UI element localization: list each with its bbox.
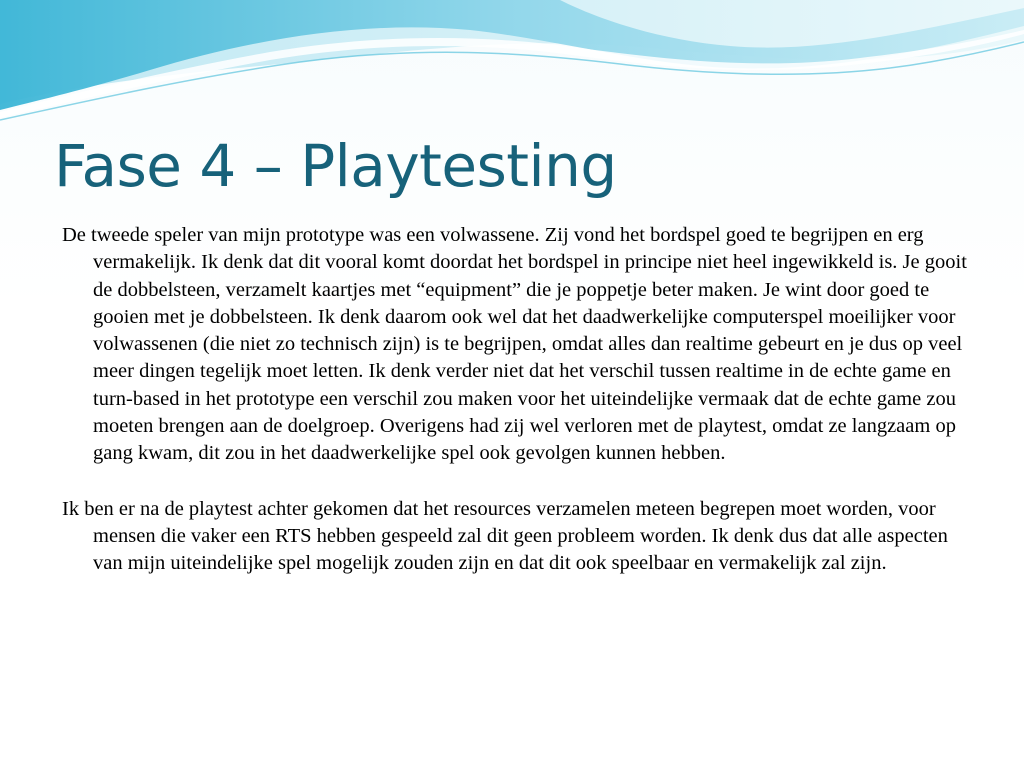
paragraph-1: De tweede speler van mijn prototype was een volwassene. Zij vond het bordspel goed te begrijpen en erg vermakelijk. Ik denk dat dit vooral komt doordat het bordspel in principe niet heel ingewikkeld is. Je gooit de dobbelsteen, verzamelt kaartjes met “equipment” die je poppetje beter maken. Je wint door goed te gooien met je dobbelsteen. Ik denk daarom ook wel dat het daadwerkelijke computerspel moeilijker voor volwassenen (die niet zo technisch zijn) is te begrijpen, omdat alles dan realtime gebeurt en je dus op veel meer dingen tegelijk moet letten. Ik denk verder niet dat het verschil tussen realtime in de echte game en turn-based in het prototype een verschil zou maken voor het uiteindelijke vermaak dat de echte game zou moeten brengen aan de doelgroep. Overigens had zij wel verloren met de playtest, omdat ze langzaam op gang kwam, dit zou in het daadwerkelijke spel ook gevolgen kunnen hebben. xyxy=(62,224,967,465)
slide-title: Fase 4 – Playtesting xyxy=(54,132,617,200)
slide-body xyxy=(62,222,972,606)
paragraph-2: Ik ben er na de playtest achter gekomen dat het resources verzamelen meteen begrepen moet worden, voor mensen die vaker een RTS hebben gespeeld zal dit geen probleem worden. Ik denk dus dat alle aspecten van mijn uiteindelijke spel mogelijk zouden zijn en dat dit ook speelbaar en vermakelijk zal zijn. xyxy=(62,497,948,575)
wave-header-decoration xyxy=(0,0,1024,130)
